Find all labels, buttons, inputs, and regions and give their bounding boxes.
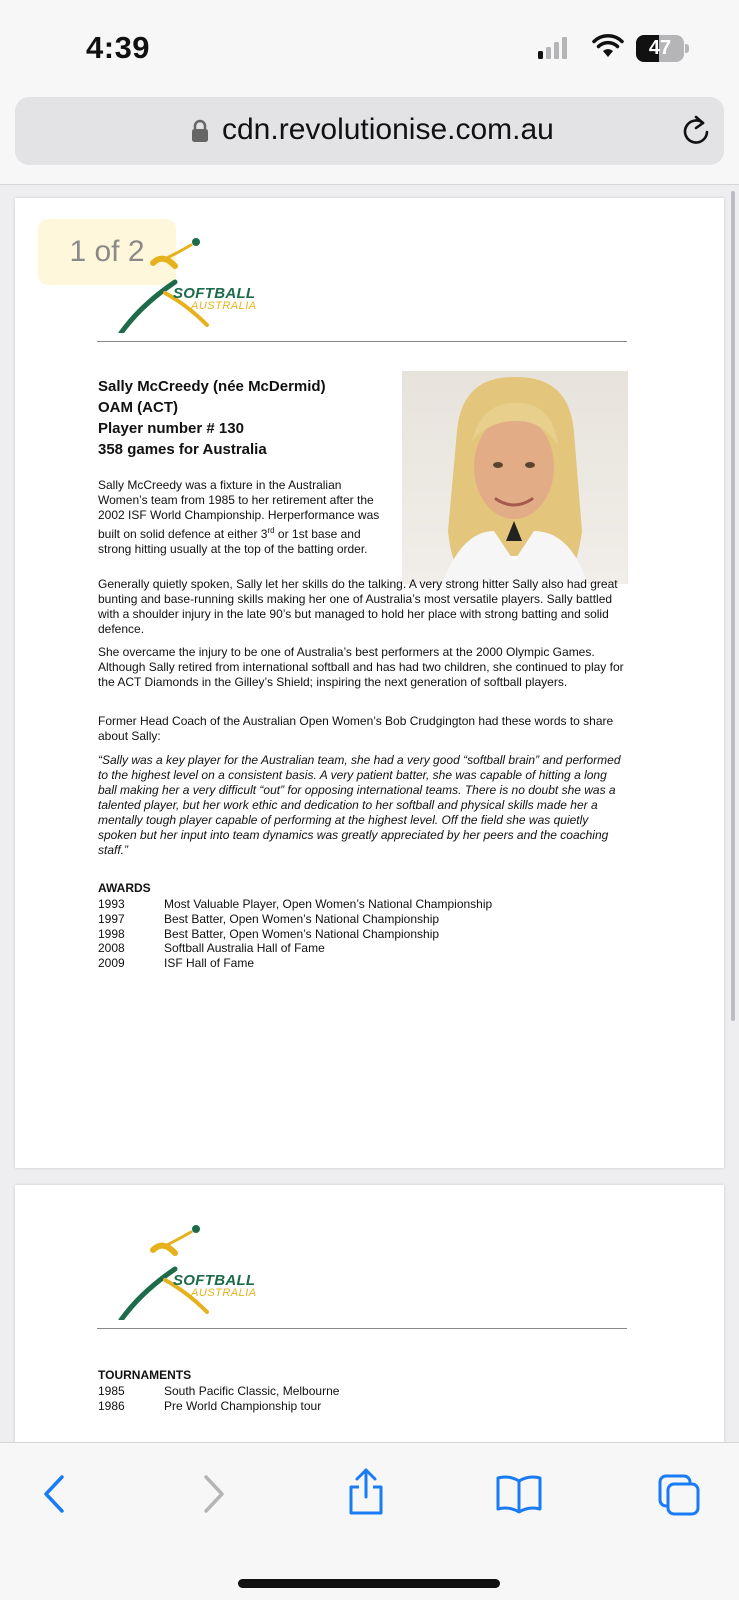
tournaments-list — [98, 1384, 618, 1414]
clock: 4:39 — [86, 30, 151, 65]
pdf-viewer[interactable] — [0, 185, 739, 1442]
browser-toolbar — [0, 1442, 739, 1600]
status-bar — [0, 0, 739, 95]
awards-list — [98, 897, 618, 971]
scrollbar[interactable] — [731, 191, 735, 1021]
header-rule — [97, 341, 627, 342]
softball-australia-logo: SOFTBALL AUSTRALIA — [115, 1220, 295, 1320]
battery-percent: 47 — [648, 37, 672, 59]
reload-icon[interactable] — [681, 115, 711, 147]
paragraph-3: She overcame the injury to be one of Australia’s best performers at the 2000 Olympic Games. Although Sally retired from international softball and has had two children, she continued to play for the ACT Diamonds in the Gilley’s Shield; inspiring the next generation of softball players. — [98, 645, 624, 689]
pdf-page-1 — [15, 198, 724, 1168]
player-heading: Sally McCreedy (née McDermid) OAM (ACT) Player number # 130 358 games for Australia — [98, 378, 326, 458]
coach-quote: “Sally was a key player for the Australian team, she had a very good “softball brain” and performed to the highest level on a consistent basis. A very patient batter, she was capable of hitting a long ball making her a very difficult “out” for opposing international teams. There is no doubt she was a talented player, but her work ethic and dedication to her softball and physical skills made her a mentally tough player capable of performing at the highest level. Off the field she was quietly spoken but her input into team dynamics was greatly appreciated by her peers and the coaching staff.” — [98, 753, 621, 857]
share-icon[interactable] — [346, 1467, 386, 1517]
pdf-page-2 — [15, 1185, 724, 1442]
award-row: 2009 ISF Hall of Fame — [98, 956, 255, 971]
intro-paragraph: Sally McCreedy was a fixture in the Australian Women’s team from 1985 to her retirement after the 2002 ISF World Championship. Herperformance was built on solid defence at either 3rd or 1st base and strong hitting usually at the top of the batting order. — [98, 478, 380, 556]
wifi-icon — [592, 34, 624, 58]
paragraph-4: Former Head Coach of the Australian Open Women’s Bob Crudgington had these words to share about Sally: — [98, 714, 614, 743]
address-bar[interactable] — [15, 97, 724, 165]
browser-address-area — [0, 95, 739, 185]
softball-australia-logo: SOFTBALL AUSTRALIA — [115, 233, 295, 333]
page-indicator: 1 of 2 — [38, 219, 176, 285]
forward-icon[interactable] — [198, 1473, 228, 1515]
battery-indicator — [636, 35, 688, 62]
tournaments-title: TOURNAMENTS — [98, 1368, 192, 1382]
bookmarks-icon[interactable] — [495, 1473, 543, 1515]
player-photo — [402, 371, 628, 584]
paragraph-2: Generally quietly spoken, Sally let her skills do the talking. A very strong hitter Sally also had great bunting and base-running skills making her one of Australia’s most versatile players. Sally battled with a shoulder injury in the late 90’s but managed to hold her place with strong batting and solid defence. — [98, 577, 618, 636]
award-row: 1998 Best Batter, Open Women’s National Championship — [98, 926, 440, 941]
tournament-row: 1986 Pre World Championship tour — [98, 1398, 322, 1413]
cellular-signal-icon — [538, 37, 568, 59]
header-rule — [97, 1328, 627, 1329]
url-text: cdn.revolutionise.com.au — [222, 113, 554, 146]
tournament-row: 1985 South Pacific Classic, Melbourne — [98, 1384, 340, 1398]
award-row: 1993 Most Valuable Player, Open Women’s National Championship — [98, 897, 493, 911]
tabs-icon[interactable] — [657, 1473, 701, 1517]
back-icon[interactable] — [40, 1473, 70, 1515]
lock-icon — [191, 119, 209, 143]
award-row: 1997 Best Batter, Open Women’s National Championship — [98, 911, 440, 926]
home-indicator — [238, 1579, 500, 1588]
award-row: 2008 Softball Australia Hall of Fame — [98, 941, 325, 956]
awards-title: AWARDS — [98, 881, 151, 895]
